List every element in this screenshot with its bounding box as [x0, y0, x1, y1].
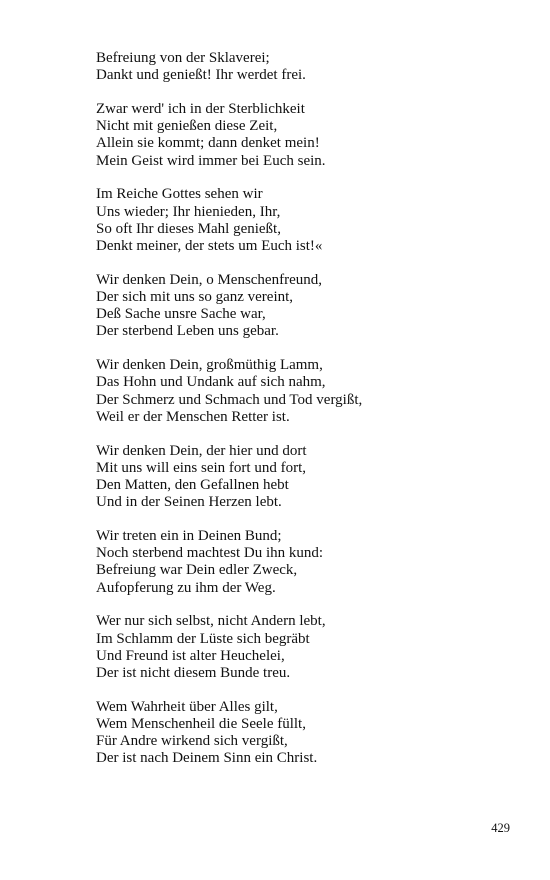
page-number: 429: [491, 821, 510, 835]
poem-line: Das Hohn und Undank auf sich nahm,: [96, 374, 326, 391]
stanza: [96, 272, 516, 341]
poem-line: Aufopferung zu ihm der Weg.: [96, 579, 276, 596]
stanza: [96, 613, 516, 682]
poem-line: Wem Menschenheil die Seele füllt,: [96, 716, 306, 733]
poem-line: Wir treten ein in Deinen Bund;: [96, 528, 282, 545]
stanza: [96, 186, 516, 255]
poem-line: So oft Ihr dieses Mahl genießt,: [96, 220, 281, 237]
poem-line: Der sich mit uns so ganz vereint,: [96, 289, 294, 306]
poem-line: Der ist nach Deinem Sinn ein Christ.: [96, 750, 318, 767]
stanza: [96, 699, 516, 768]
poem-line: Allein sie kommt; dann denket mein!: [96, 135, 320, 152]
poem-line: Dankt und genießt! Ihr werdet frei.: [96, 67, 306, 84]
poem-line: Mit uns will eins sein fort und fort,: [96, 459, 306, 476]
poem-line: Nicht mit genießen diese Zeit,: [96, 118, 278, 135]
stanza: [96, 50, 516, 84]
poem-line: Wir denken Dein, o Menschenfreund,: [96, 271, 322, 288]
poem-line: Und in der Seinen Herzen lebt.: [96, 494, 282, 511]
poem-line: Denkt meiner, der stets um Euch ist!«: [96, 238, 323, 255]
poem-line: Deß Sache unsre Sache war,: [96, 306, 266, 323]
poem-line: Im Schlamm der Lüste sich begräbt: [96, 630, 310, 647]
poem-line: Der ist nicht diesem Bunde treu.: [96, 665, 291, 682]
poem-line: Für Andre wirkend sich vergißt,: [96, 733, 288, 750]
poem-line: Befreiung war Dein edler Zweck,: [96, 562, 298, 579]
poem-line: Den Matten, den Gefallnen hebt: [96, 477, 289, 494]
stanza: [96, 443, 516, 512]
poem-line: Im Reiche Gottes sehen wir: [96, 186, 263, 203]
poem-line: Weil er der Menschen Retter ist.: [96, 408, 290, 425]
poem-line: Der sterbend Leben uns gebar.: [96, 323, 279, 340]
poem-line: Wir denken Dein, der hier und dort: [96, 442, 307, 459]
stanza: [96, 101, 516, 170]
poem-line: Wir denken Dein, großmüthig Lamm,: [96, 357, 323, 374]
poem-line: Befreiung von der Sklaverei;: [96, 50, 270, 66]
poem-line: Der Schmerz und Schmach und Tod vergißt,: [96, 391, 363, 408]
poem-line: Und Freund ist alter Heuchelei,: [96, 647, 285, 664]
poem-line: Noch sterbend machtest Du ihn kund:: [96, 545, 324, 562]
poem-text: [96, 50, 516, 784]
poem-line: Uns wieder; Ihr hienieden, Ihr,: [96, 203, 281, 220]
poem-line: Mein Geist wird immer bei Euch sein.: [96, 152, 326, 169]
poem-line: Zwar werd' ich in der Sterblichkeit: [96, 101, 305, 117]
poem-line: Wem Wahrheit über Alles gilt,: [96, 698, 278, 715]
poem-line: Wer nur sich selbst, nicht Andern lebt,: [96, 613, 326, 630]
stanza: [96, 528, 516, 597]
stanza: [96, 357, 516, 426]
